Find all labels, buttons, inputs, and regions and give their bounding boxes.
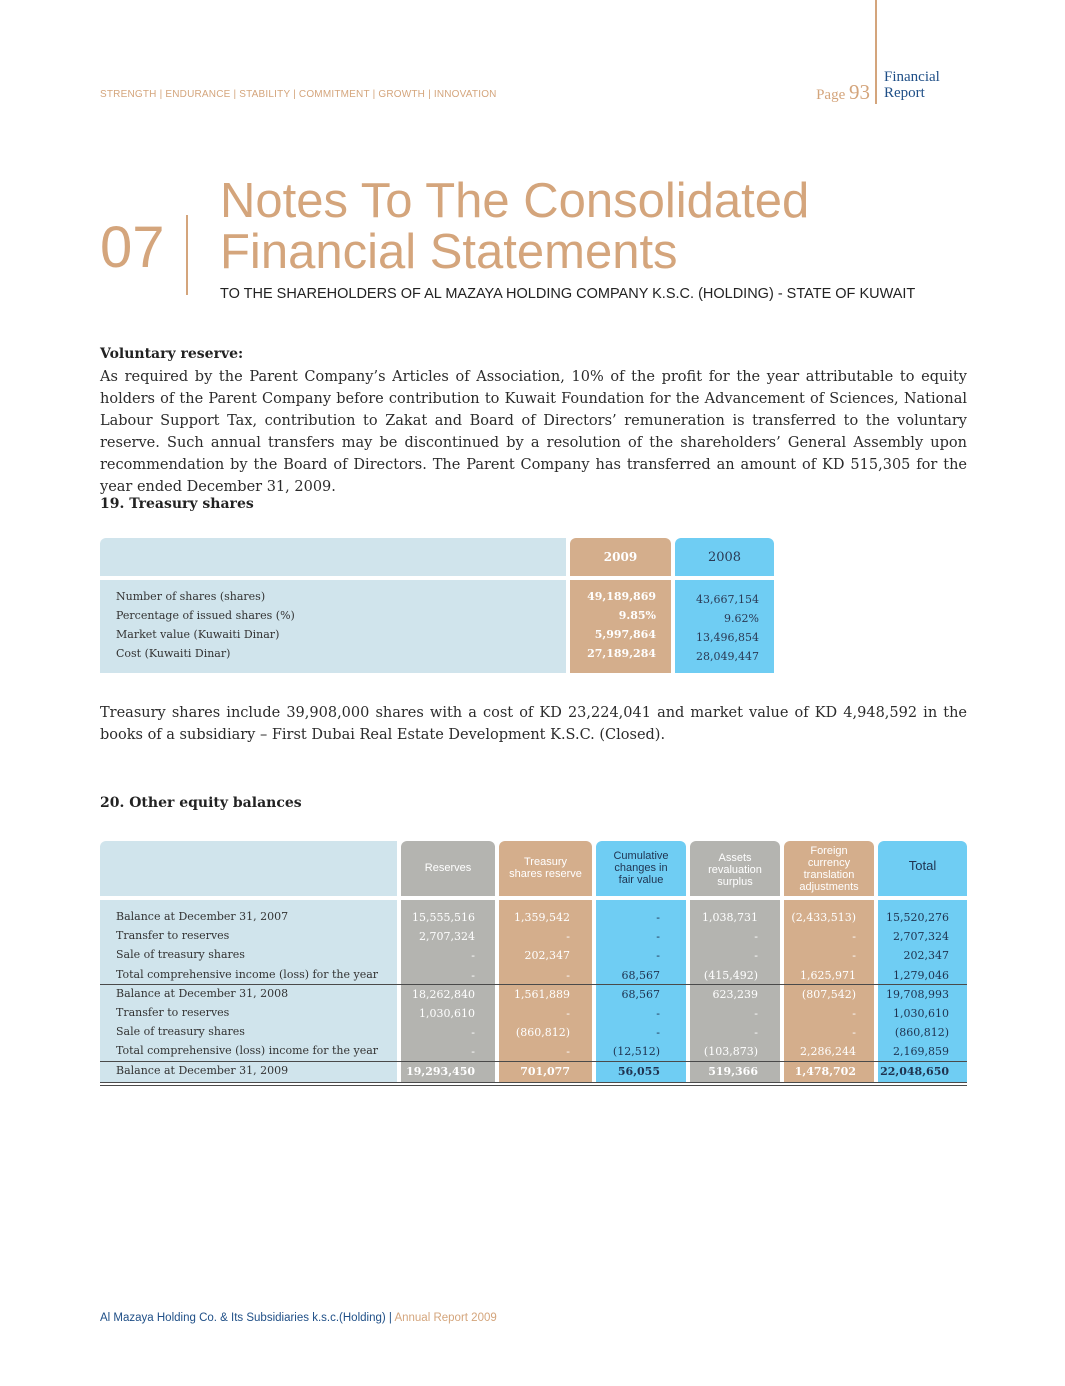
treasury-col-2009: 2009 [603, 550, 638, 564]
equity-cell-assets: - [754, 949, 758, 962]
page-title-line1: Notes To The Consolidated [220, 174, 810, 228]
equity-col-foreign-line4: adjustments [799, 881, 859, 893]
equity-cell-assets: 1,038,731 [702, 911, 758, 924]
equity-col-cumulative-line3: fair value [618, 874, 664, 886]
equity-cell-assets: - [754, 1007, 758, 1020]
equity-cell-reserves: - [471, 1026, 475, 1039]
equity-rule-bottom-2 [100, 1085, 967, 1086]
equity-cell-treasury: - [566, 1045, 570, 1058]
equity-col-treasury [499, 856, 592, 880]
equity-row-label: Balance at December 31, 2007 [116, 910, 289, 923]
equity-cell-treasury: - [566, 969, 570, 982]
equity-col-cumulative [596, 850, 686, 886]
equity-rule-bottom-1 [100, 1082, 967, 1083]
equity-cell-reserves: - [471, 1045, 475, 1058]
header-tagline: STRENGTH | ENDURANCE | STABILITY | COMMITMENT | GROWTH | INNOVATION [100, 89, 497, 100]
equity-cell-total: 19,708,993 [886, 988, 949, 1001]
equity-cell-cumulative: - [656, 1007, 660, 1020]
equity-col-total: Total [908, 858, 937, 873]
equity-col-foreign [784, 845, 874, 893]
equity-cell-cumulative: - [656, 911, 660, 924]
treasury-row-2008: 9.62% [724, 612, 759, 625]
treasury-row-2008: 13,496,854 [696, 631, 759, 644]
footer-company: Al Mazaya Holding Co. & Its Subsidiaries k.s.c.(Holding) | [100, 1312, 392, 1324]
page-subtitle: TO THE SHAREHOLDERS OF AL MAZAYA HOLDING COMPANY K.S.C. (HOLDING) - STATE OF KUWAIT [220, 286, 916, 302]
treasury-shares-heading: 19. Treasury shares [100, 496, 254, 512]
equity-cell-foreign: (2,433,513) [791, 911, 856, 924]
equity-col-cumulative-line2: changes in [614, 862, 668, 874]
equity-cell-cumulative: 68,567 [621, 969, 660, 982]
equity-cell-reserves: 18,262,840 [412, 988, 475, 1001]
equity-cell-cumulative: 68,567 [621, 988, 660, 1001]
equity-cell-foreign: 1,478,702 [794, 1065, 856, 1078]
equity-col-foreign-line1: Foreign [810, 845, 848, 857]
page-title-line2: Financial Statements [220, 225, 678, 279]
equity-cell-total: 2,169,859 [893, 1045, 949, 1058]
equity-cell-assets: 519,366 [708, 1065, 758, 1078]
equity-cell-treasury: (860,812) [515, 1026, 570, 1039]
chapter-divider [186, 215, 188, 295]
equity-col-cumulative-line1: Cumulative [613, 850, 669, 862]
treasury-header-label-cell [100, 538, 566, 576]
treasury-row-2009: 9.85% [618, 609, 656, 622]
equity-col-assets-line3: surplus [717, 876, 753, 888]
equity-col-reserves: Reserves [424, 862, 472, 874]
equity-cell-total: 1,279,046 [893, 969, 949, 982]
equity-cell-foreign: - [852, 930, 856, 943]
equity-header-label-cell [100, 841, 397, 896]
equity-cell-foreign: (807,542) [801, 988, 856, 1001]
equity-cell-total: 1,030,610 [893, 1007, 949, 1020]
equity-cell-cumulative: - [656, 949, 660, 962]
equity-cell-reserves: 2,707,324 [419, 930, 475, 943]
page-indicator [790, 80, 870, 105]
equity-cell-treasury: - [566, 1007, 570, 1020]
equity-cell-foreign: 1,625,971 [800, 969, 856, 982]
equity-cell-assets: - [754, 930, 758, 943]
equity-cell-reserves: - [471, 969, 475, 982]
equity-cell-reserves: 1,030,610 [419, 1007, 475, 1020]
section-label [884, 69, 940, 101]
equity-cell-assets: - [754, 1026, 758, 1039]
treasury-row-2009: 49,189,869 [587, 590, 656, 603]
equity-cell-total: 15,520,276 [886, 911, 949, 924]
equity-cell-treasury: 701,077 [520, 1065, 570, 1078]
equity-col-foreign-line3: translation [803, 869, 855, 881]
equity-cell-foreign: 2,286,244 [800, 1045, 856, 1058]
page-title [220, 176, 809, 278]
equity-cell-cumulative: - [656, 930, 660, 943]
treasury-row-label: Market value (Kuwaiti Dinar) [116, 628, 280, 641]
equity-cell-treasury: 202,347 [524, 949, 570, 962]
page-number: 93 [849, 80, 870, 104]
equity-cell-assets: (103,873) [703, 1045, 758, 1058]
treasury-row-label: Cost (Kuwaiti Dinar) [116, 647, 231, 660]
equity-row-label: Transfer to reserves [116, 929, 230, 942]
equity-cell-treasury: 1,359,542 [514, 911, 570, 924]
equity-cell-treasury: 1,561,889 [514, 988, 570, 1001]
equity-row-label: Balance at December 31, 2009 [116, 1064, 289, 1077]
chapter-number: 07 [100, 215, 165, 280]
equity-col-assets [690, 852, 780, 888]
equity-cell-reserves: 19,293,450 [406, 1065, 475, 1078]
equity-col-assets-line1: Assets [718, 852, 752, 864]
voluntary-reserve-heading: Voluntary reserve: [100, 346, 244, 362]
treasury-row-2008: 28,049,447 [696, 650, 759, 663]
equity-col-treasury-line2: shares reserve [509, 868, 582, 880]
header-divider [875, 0, 877, 104]
equity-row-label: Sale of treasury shares [116, 1025, 245, 1038]
equity-row-label: Balance at December 31, 2008 [116, 987, 289, 1000]
equity-cell-reserves: - [471, 949, 475, 962]
treasury-row-2008: 43,667,154 [696, 593, 759, 606]
equity-cell-foreign: - [852, 949, 856, 962]
equity-cell-total: 2,707,324 [893, 930, 949, 943]
equity-row-label: Total comprehensive income (loss) for the year [116, 968, 379, 981]
equity-rule-2009 [100, 1061, 967, 1062]
section-label-line2: Report [884, 85, 925, 101]
equity-cell-total: 22,048,650 [880, 1065, 949, 1078]
equity-col-foreign-line2: currency [807, 857, 851, 869]
equity-cell-treasury: - [566, 930, 570, 943]
equity-col-treasury-line1: Treasury [524, 856, 567, 868]
equity-rule-2008 [100, 984, 967, 985]
equity-col-assets-line2: revaluation [708, 864, 762, 876]
treasury-row-2009: 5,997,864 [594, 628, 656, 641]
equity-cell-assets: 623,239 [712, 988, 758, 1001]
equity-cell-cumulative: (12,512) [612, 1045, 660, 1058]
equity-cell-reserves: 15,555,516 [412, 911, 475, 924]
equity-row-label: Sale of treasury shares [116, 948, 245, 961]
treasury-row-2009: 27,189,284 [587, 647, 656, 660]
equity-cell-total: 202,347 [903, 949, 949, 962]
equity-cell-cumulative: 56,055 [617, 1065, 660, 1078]
equity-cell-assets: (415,492) [703, 969, 758, 982]
equity-cell-total: (860,812) [894, 1026, 949, 1039]
footer-report: Annual Report 2009 [394, 1312, 497, 1324]
equity-cell-cumulative: - [656, 1026, 660, 1039]
treasury-row-label: Percentage of issued shares (%) [116, 609, 295, 622]
equity-row-label: Transfer to reserves [116, 1006, 230, 1019]
page-word: Page [816, 87, 846, 103]
voluntary-reserve-text: As required by the Parent Company’s Articles of Association, 10% of the profit for the year attributable to equity holders of the Parent Company before contribution to Kuwait Foundation for the Advancement of Sciences, National Labour Support Tax, contribution to Zakat and Board of Directors’ remuneration is transferred to the voluntary reserve. Such annual transfers may be discontinued by a resolution of the shareholders’ General Assembly upon recommendation by the Board of Directors. The Parent Company has transferred an amount of KD 515,305 for the year ended December 31, 2009. [100, 369, 967, 495]
treasury-col-2008: 2008 [707, 550, 742, 565]
section-label-line1: Financial [884, 69, 940, 85]
equity-cell-foreign: - [852, 1026, 856, 1039]
equity-row-label: Total comprehensive (loss) income for the year [116, 1044, 379, 1057]
equity-cell-foreign: - [852, 1007, 856, 1020]
equity-balances-heading: 20. Other equity balances [100, 795, 302, 811]
treasury-row-label: Number of shares (shares) [116, 590, 266, 603]
footer [100, 1312, 497, 1324]
treasury-shares-note: Treasury shares include 39,908,000 shares with a cost of KD 23,224,041 and market value of KD 4,948,592 in the books of a subsidiary – First Dubai Real Estate Development K.S.C. (Closed). [100, 705, 967, 743]
